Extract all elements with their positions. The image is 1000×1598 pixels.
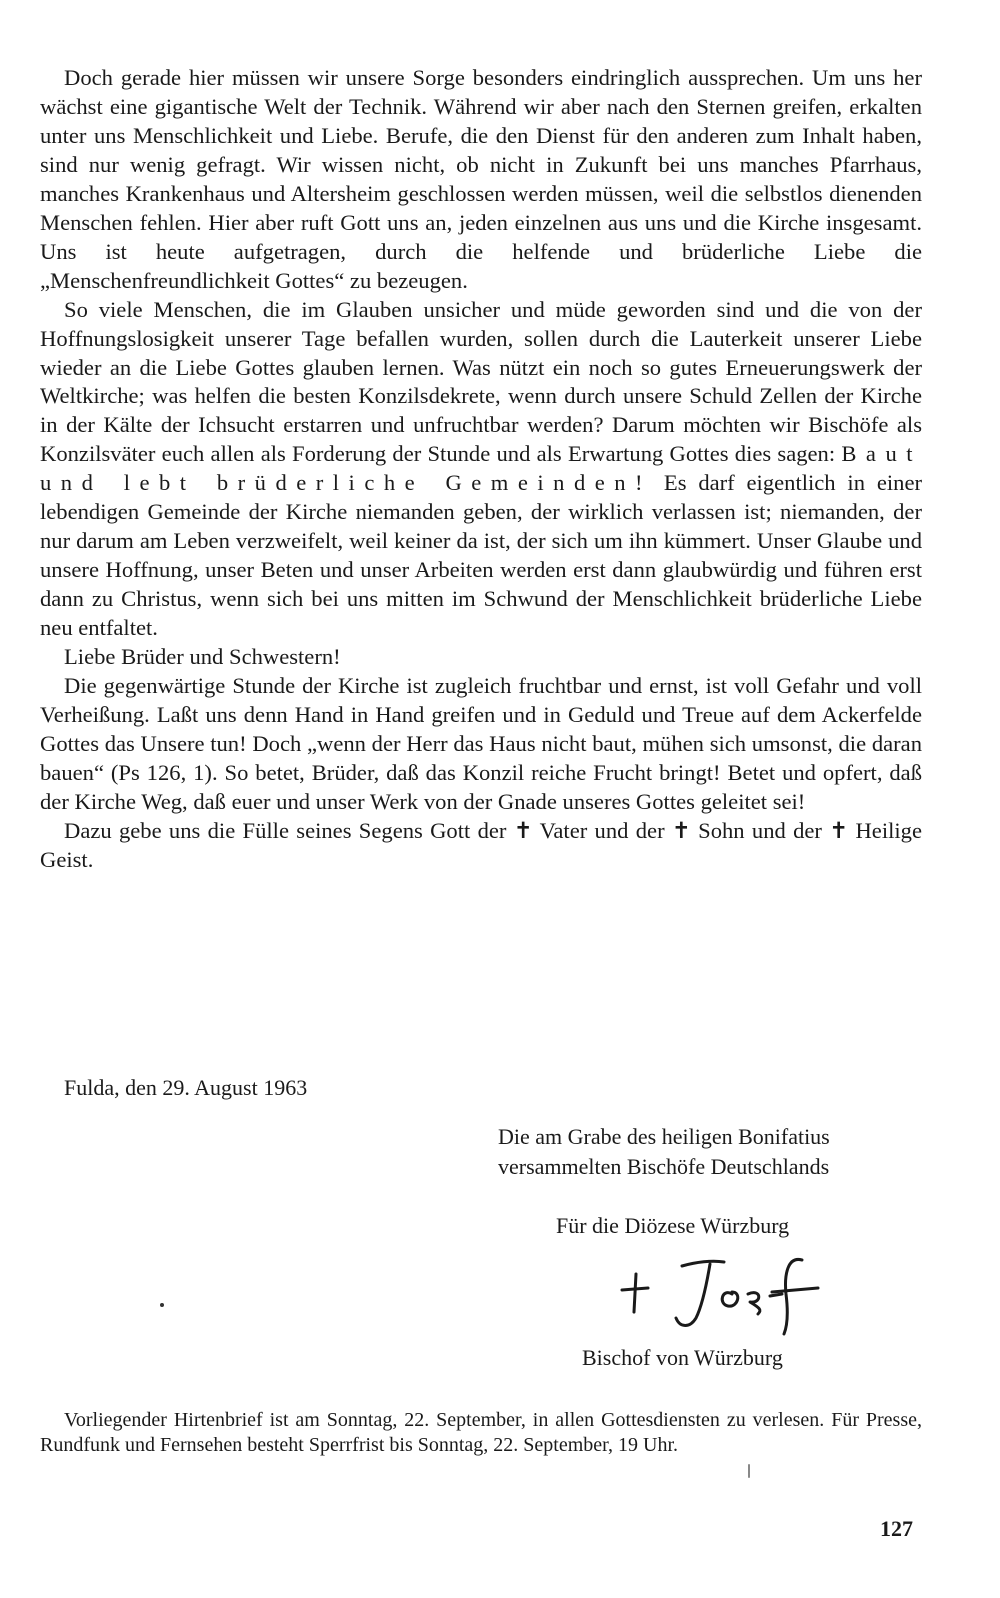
- paragraph-1: [40, 64, 922, 296]
- salutation-text: Liebe Brüder und Schwestern!: [64, 644, 341, 670]
- closing-block: [498, 1122, 830, 1182]
- handwritten-signature: [612, 1248, 832, 1338]
- paragraph-2-emphasis: Baut und lebt brüderliche Gemeinden!: [40, 441, 922, 496]
- paragraph-1-text: Doch gerade hier müssen wir unsere Sorge besonders eindringlich aussprechen. Um uns her wächst eine gigantische Welt der Technik. Während wir aber nach den Sternen greifen, erkalten unter uns Menschlichkeit und Liebe. Berufe, die den Dienst für den anderen zum Inhalt haben, sind nur wenig gefragt. Wir wissen nicht, ob nicht in Zukunft bei uns manches Pfarrhaus, manches Krankenhaus und Altersheim geschlossen werden müssen, weil die selbstlos dienenden Menschen fehlen. Hier aber ruft Gott uns an, jeden einzelnen aus uns und die Kirche insgesamt. Uns ist heute aufgetragen, durch die helfende und brüderliche Liebe die „Menschenfreundlichkeit Gottes“ zu bezeugen.: [40, 65, 922, 293]
- paragraph-2: [40, 296, 922, 643]
- page-number: 127: [880, 1516, 913, 1541]
- scan-mark: [748, 1464, 750, 1478]
- closing-line-1: Die am Grabe des heiligen Bonifatius: [498, 1124, 830, 1149]
- bishop-title: Bischof von Würzburg: [582, 1345, 783, 1370]
- paragraph-2-text-before: So viele Menschen, die im Glauben unsicher und müde geworden sind und die von der Hoffnungslosigkeit unserer Tage befallen wurden, sollen durch die Lauterkeit unserer Liebe wieder an die Liebe Gottes glauben lernen. Was nützt ein noch so gutes Erneuerungswerk der Weltkirche; was helfen die besten Konzilsdekrete, wenn durch unsere Schuld Zellen der Kirche in der Kälte der Ichsucht erstarren und unfruchtbar werden? Darum möchten wir Bischöfe als Konzilsväter euch allen als Forderung der Stunde und als Erwartung Gottes dies sagen:: [40, 296, 922, 467]
- diocese-line: Für die Diözese Würzburg: [556, 1213, 790, 1238]
- blessing-text: Dazu gebe uns die Fülle seines Segens Gott der ✝ Vater und der ✝ Sohn und der ✝ Heilige Geist.: [40, 817, 922, 872]
- footnote-text: Vorliegender Hirtenbrief ist am Sonntag, 22. September, in allen Gottesdiensten zu verlesen. Für Presse, Rundfunk und Fernsehen besteht Sperrfrist bis Sonntag, 22. September, 19 Uhr.: [40, 1409, 922, 1456]
- paragraph-5-blessing: [40, 817, 922, 875]
- footnote: [40, 1408, 922, 1457]
- paragraph-4: [40, 672, 922, 817]
- paragraph-3-salutation: [40, 643, 922, 672]
- date-line: Fulda, den 29. August 1963: [64, 1075, 308, 1100]
- closing-line-2: versammelten Bischöfe Deutschlands: [498, 1154, 830, 1179]
- letter-body: [40, 64, 922, 875]
- scan-speck: [160, 1303, 164, 1307]
- paragraph-4-text: Die gegenwärtige Stunde der Kirche ist zugleich fruchtbar und ernst, ist voll Gefahr und voll Verheißung. Laßt uns denn Hand in Hand greifen und in Geduld und Treue auf dem Ackerfelde Gottes das Unsere tun! Doch „wenn der Herr das Haus nicht baut, mühen sich umsonst, die daran bauen“ (Ps 126, 1). So betet, Brüder, daß das Konzil reiche Frucht bringt! Betet und opfert, daß der Kirche Weg, daß euer und unser Werk von der Gnade unseres Gottes geleitet sei!: [40, 673, 922, 814]
- paragraph-2-text-after: Es darf eigentlich in einer lebendigen Gemeinde der Kirche niemanden geben, der wirklich verlassen ist; niemanden, der nur darum am Leben verzweifelt, weil keiner da ist, der sich um ihn kümmert. Unser Glaube und unsere Hoffnung, unser Beten und unser Arbeiten werden erst dann glaubwürdig und führen erst dann zu Christus, wenn sich bei uns mitten im Schwund der Menschlichkeit brüderliche Liebe neu entfaltet.: [40, 470, 922, 641]
